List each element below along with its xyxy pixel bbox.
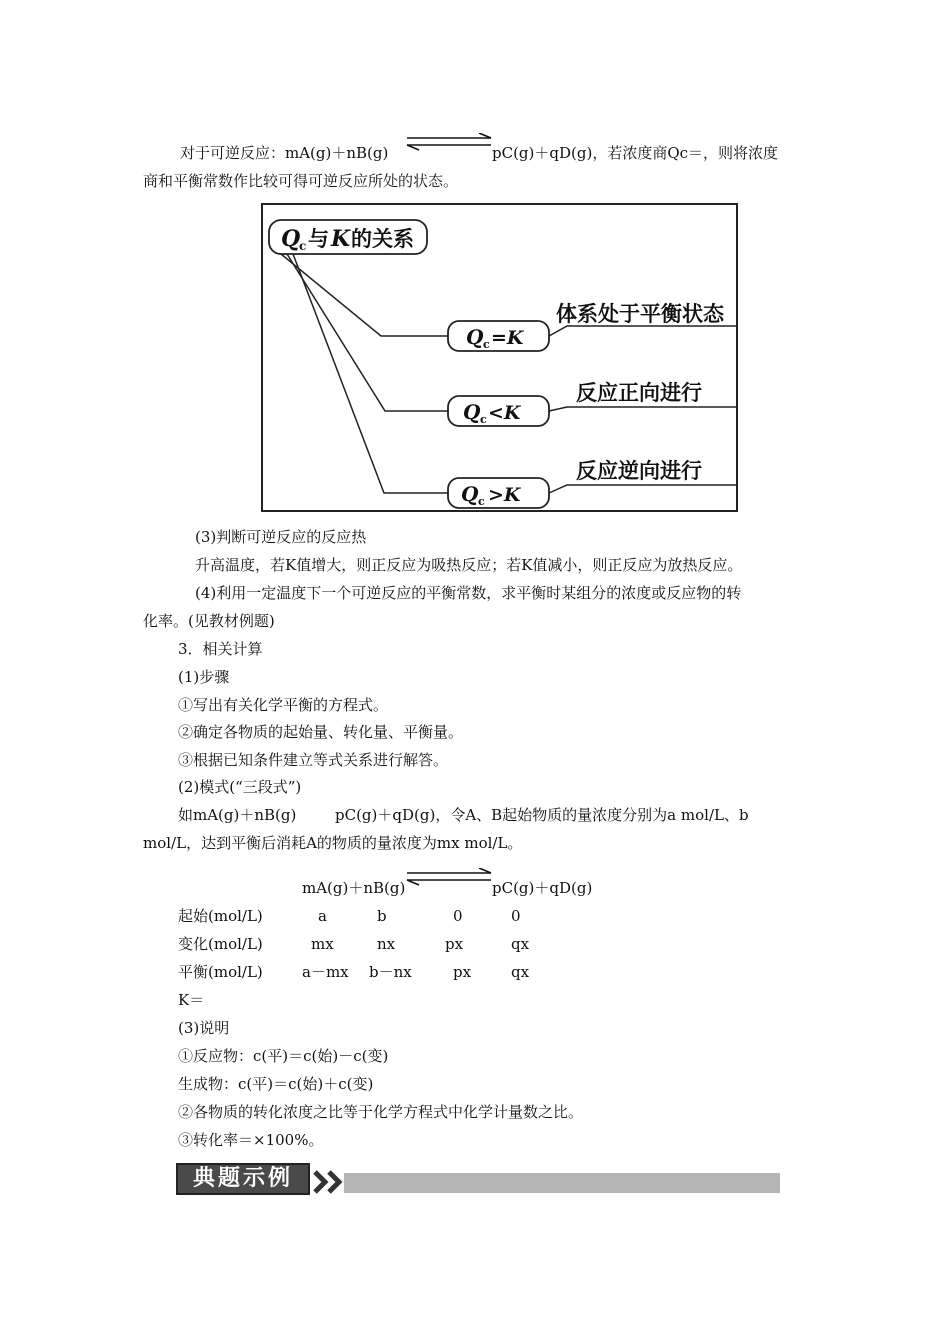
step-item: ①写出有关化学平衡的方程式。	[178, 696, 389, 714]
branch-sub: c	[480, 413, 487, 426]
section3-body: 升高温度，若K值增大，则正反应为吸热反应；若K值减小，则正反应为放热反应。	[195, 556, 743, 574]
banner-bar	[344, 1173, 780, 1193]
section3-heading: (3)判断可逆反应的反应热	[195, 528, 367, 546]
cell-c: px	[453, 963, 472, 981]
branch-op: =K	[491, 327, 524, 349]
double-chevron-icon	[312, 1169, 346, 1195]
root-q: Q	[281, 226, 301, 252]
steps-heading: (1)步骤	[178, 668, 230, 686]
cell-b: b－nx	[369, 963, 412, 981]
reversible-arrow-icon	[405, 133, 493, 151]
branch-result: 反应正向进行	[576, 381, 702, 405]
connector-lines	[281, 254, 448, 493]
branch-op: <K	[488, 402, 521, 424]
note-item: ②各物质的转化浓度之比等于化学方程式中化学计量数之比。	[178, 1103, 584, 1121]
banner-title: 典题示例	[176, 1163, 310, 1195]
mode-line2: mol/L，达到平衡后消耗A的物质的量浓度为mx mol/L。	[143, 834, 523, 852]
row-label: 起始(mol/L)	[178, 907, 263, 925]
branch-q: Q	[463, 400, 481, 424]
cell-d: qx	[511, 963, 530, 981]
branch-result: 体系处于平衡状态	[556, 302, 724, 326]
cell-b: b	[377, 907, 387, 925]
mode-heading: (2)模式(“三段式”)	[178, 778, 302, 796]
equation-left: mA(g)＋nB(g)	[302, 879, 406, 897]
cell-a: mx	[311, 935, 334, 953]
root-k: K	[331, 226, 351, 252]
reversible-arrow-icon	[405, 868, 493, 886]
step-item: ②确定各物质的起始量、转化量、平衡量。	[178, 723, 464, 741]
branch-sub: c	[483, 338, 490, 351]
root-sub: c	[299, 239, 307, 253]
branch-q: Q	[461, 482, 479, 506]
section4-line1: (4)利用一定温度下一个可逆反应的平衡常数，求平衡时某组分的浓度或反应物的转	[195, 584, 742, 602]
mode-line1-b: pC(g)＋qD(g)，令A、B起始物质的量浓度分别为a mol/L、b	[335, 806, 749, 824]
row-label: 平衡(mol/L)	[178, 963, 263, 981]
mode-line1-a: 如mA(g)＋nB(g)	[178, 806, 297, 824]
section4-line2: 化率。(见教材例题)	[143, 612, 275, 630]
cell-a: a	[318, 907, 327, 925]
root-rest: 与	[308, 227, 329, 251]
note-item: 生成物：c(平)＝c(始)＋c(变)	[178, 1075, 374, 1093]
branch-result: 反应逆向进行	[576, 459, 702, 483]
intro-suffix: pC(g)＋qD(g)，若浓度商Qc＝，则将浓度	[492, 144, 779, 162]
branch-op: >K	[488, 484, 521, 506]
note-heading: (3)说明	[178, 1019, 230, 1037]
branch-q: Q	[466, 325, 484, 349]
branch-sub: c	[478, 495, 485, 508]
k-expression: K＝	[178, 991, 205, 1009]
equation-right: pC(g)＋qD(g)	[492, 879, 593, 897]
root-tail: 的关系	[351, 227, 414, 251]
note-item: ①反应物：c(平)＝c(始)－c(变)	[178, 1047, 389, 1065]
cell-d: 0	[511, 907, 521, 925]
intro-line2: 商和平衡常数作比较可得可逆反应所处的状态。	[143, 172, 459, 190]
note-item: ③转化率＝×100%。	[178, 1131, 324, 1149]
step-item: ③根据已知条件建立等式关系进行解答。	[178, 751, 449, 769]
row-label: 变化(mol/L)	[178, 935, 263, 953]
cell-a: a－mx	[302, 963, 349, 981]
intro-prefix: 对于可逆反应：mA(g)＋nB(g)	[180, 144, 389, 162]
qc-k-diagram	[261, 203, 738, 512]
cell-c: px	[445, 935, 464, 953]
calc-heading: 3．相关计算	[178, 640, 263, 658]
cell-c: 0	[453, 907, 463, 925]
cell-b: nx	[377, 935, 396, 953]
cell-d: qx	[511, 935, 530, 953]
